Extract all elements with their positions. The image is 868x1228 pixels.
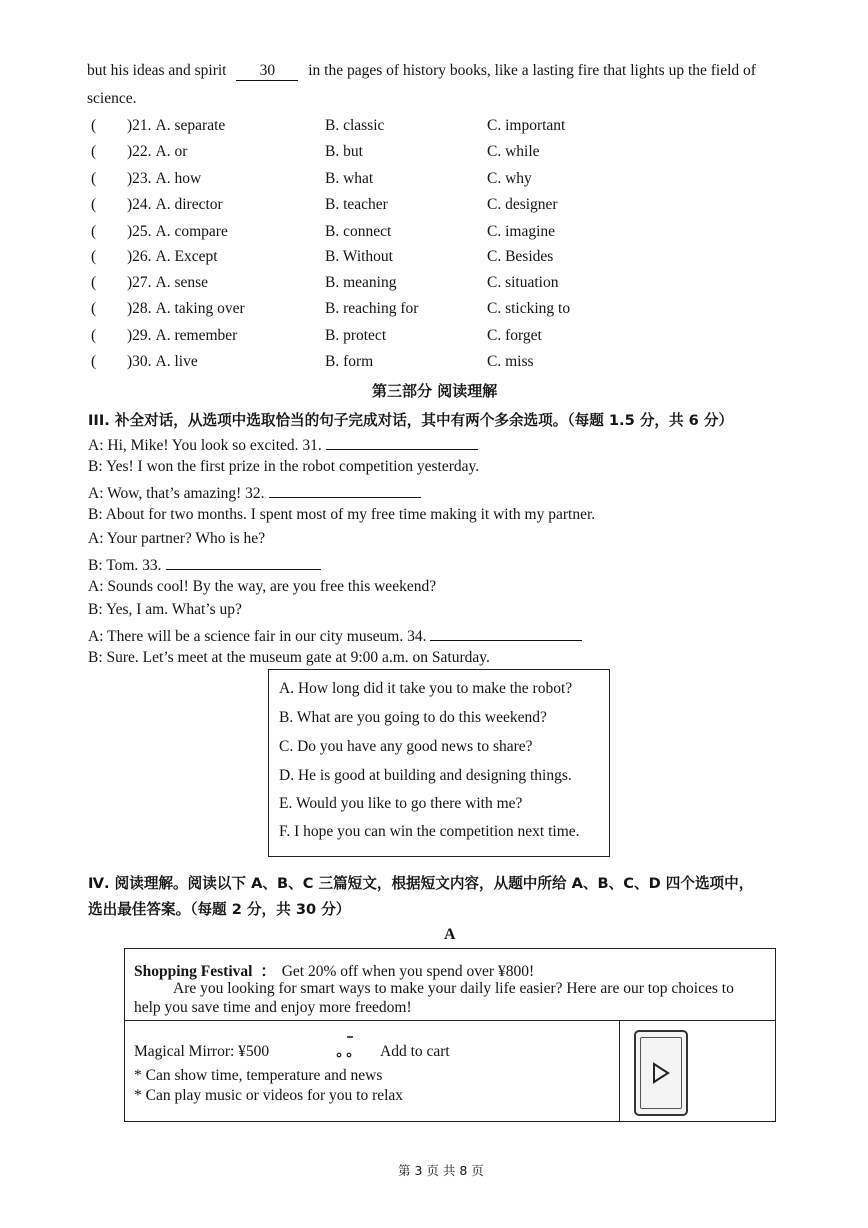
option-f: F. I hope you can win the competition next time. bbox=[279, 823, 580, 840]
dialogue-line bbox=[88, 649, 490, 667]
option-c-text: C. forget bbox=[487, 327, 542, 344]
ad-intro-line2: help you save time and enjoy more freedom! bbox=[134, 999, 412, 1016]
product-name: Magical Mirror: ¥500 bbox=[134, 1043, 270, 1060]
option-a-text: A. compare bbox=[155, 223, 228, 240]
answer-paren: ( bbox=[91, 170, 97, 187]
passage-label: A bbox=[444, 926, 456, 943]
answer-paren: ( bbox=[91, 117, 97, 134]
option-d: D. He is good at building and designing things. bbox=[279, 767, 572, 784]
option-e: E. Would you like to go there with me? bbox=[279, 795, 523, 812]
dialogue-text: A: There will be a science fair in our city museum. 34. bbox=[88, 628, 427, 645]
add-to-cart-button[interactable]: Add to cart bbox=[380, 1043, 450, 1060]
option-a-text: A. live bbox=[155, 353, 198, 370]
option-c-text: C. imagine bbox=[487, 223, 556, 240]
dialogue-line bbox=[88, 578, 436, 596]
section3-heading: III. 补全对话，从选项中选取恰当的句子完成对话，其中有两个多余选项。（每题 1.5 分，共 6 分） bbox=[88, 412, 734, 429]
festival-offer: Get 20% off when you spend over ¥800! bbox=[281, 963, 535, 980]
play-icon bbox=[650, 1061, 672, 1085]
question-item bbox=[127, 143, 187, 161]
question-item bbox=[127, 117, 225, 135]
question-item bbox=[127, 170, 201, 188]
ad-box bbox=[124, 948, 776, 1122]
dialogue-line bbox=[88, 482, 421, 503]
question-number: )22. bbox=[127, 143, 152, 160]
dialogue-text: B: About for two months. I spent most of my free time making it with my partner. bbox=[88, 506, 596, 523]
dialogue-line bbox=[88, 554, 321, 575]
option-b-text: B. Without bbox=[325, 248, 393, 265]
option-b-text: B. connect bbox=[325, 223, 392, 240]
cart-icon bbox=[333, 1035, 357, 1059]
answer-paren: ( bbox=[91, 196, 97, 213]
option-b-text: B. but bbox=[325, 143, 363, 160]
answer-blank[interactable] bbox=[430, 625, 582, 641]
question-item bbox=[127, 327, 237, 345]
dialogue-text: B: Sure. Let’s meet at the museum gate at 9:00 a.m. on Saturday. bbox=[88, 649, 490, 666]
option-a-text: A. taking over bbox=[155, 300, 245, 317]
dialogue-text: B: Yes, I am. What’s up? bbox=[88, 601, 242, 618]
answer-blank[interactable] bbox=[166, 554, 321, 570]
dialogue-text: B: Yes! I won the first prize in the robot competition yesterday. bbox=[88, 458, 480, 475]
answer-paren: ( bbox=[91, 300, 97, 317]
dialogue-line bbox=[88, 506, 595, 524]
option-c-text: C. why bbox=[487, 170, 532, 187]
option-a-text: A. or bbox=[155, 143, 188, 160]
question-number: )21. bbox=[127, 117, 152, 134]
option-a-text: A. remember bbox=[155, 327, 238, 344]
option-a-text: A. Except bbox=[155, 248, 218, 265]
passage-text-before-blank: but his ideas and spirit bbox=[87, 62, 227, 79]
answer-paren: ( bbox=[91, 274, 97, 291]
dialogue-text: A: Hi, Mike! You look so excited. 31. bbox=[88, 437, 322, 454]
ad-vertical-divider bbox=[619, 1021, 620, 1121]
ad-divider bbox=[125, 1020, 775, 1021]
part3-title: 第三部分 阅读理解 bbox=[372, 382, 498, 400]
question-item bbox=[127, 353, 198, 371]
answer-blank[interactable] bbox=[326, 434, 478, 450]
option-b-text: B. teacher bbox=[325, 196, 388, 213]
option-c-text: C. situation bbox=[487, 274, 559, 291]
question-item bbox=[127, 196, 223, 214]
option-a-text: A. how bbox=[155, 170, 202, 187]
question-item bbox=[127, 274, 208, 292]
dialogue-line bbox=[88, 458, 479, 476]
passage-line-1 bbox=[87, 62, 756, 81]
option-a-text: A. separate bbox=[155, 117, 226, 134]
question-number: )24. bbox=[127, 196, 152, 213]
festival-title: Shopping Festival bbox=[134, 963, 253, 980]
blank-30: 30 bbox=[236, 62, 298, 81]
passage-line-2: science. bbox=[87, 90, 137, 107]
option-b: B. What are you going to do this weekend? bbox=[279, 709, 547, 726]
dialogue-text: A: Sounds cool! By the way, are you free this weekend? bbox=[88, 578, 437, 595]
option-b-text: B. reaching for bbox=[325, 300, 419, 317]
option-a-text: A. director bbox=[155, 196, 223, 213]
festival-line bbox=[134, 959, 534, 981]
question-number: )30. bbox=[127, 353, 152, 370]
cart-icon-svg bbox=[333, 1035, 357, 1059]
dialogue-text: B: Tom. 33. bbox=[88, 557, 162, 574]
feature-2: * Can play music or videos for you to relax bbox=[134, 1087, 404, 1104]
option-b-text: B. form bbox=[325, 353, 374, 370]
dialogue-line bbox=[88, 625, 582, 646]
option-c-text: C. designer bbox=[487, 196, 558, 213]
option-b-text: B. protect bbox=[325, 327, 387, 344]
option-c-text: C. miss bbox=[487, 353, 534, 370]
feature-1: * Can show time, temperature and news bbox=[134, 1067, 383, 1084]
dialogue-text: A: Wow, that’s amazing! 32. bbox=[88, 485, 265, 502]
dialogue-text: A: Your partner? Who is he? bbox=[88, 530, 266, 547]
answer-paren: ( bbox=[91, 248, 97, 265]
answer-paren: ( bbox=[91, 143, 97, 160]
section4-heading-line1: Ⅳ. 阅读理解。阅读以下 A、B、C 三篇短文，根据短文内容，从题中所给 A、B、C、D 四个选项中， bbox=[88, 875, 754, 892]
question-item bbox=[127, 223, 228, 241]
question-number: )23. bbox=[127, 170, 152, 187]
dialogue-line bbox=[88, 601, 242, 619]
question-item bbox=[127, 248, 218, 266]
answer-paren: ( bbox=[91, 223, 97, 240]
option-b-text: B. classic bbox=[325, 117, 385, 134]
answer-paren: ( bbox=[91, 327, 97, 344]
options-box bbox=[268, 669, 610, 857]
passage-text-after-blank: in the pages of history books, like a lasting fire that lights up the field of bbox=[308, 62, 756, 79]
dialogue-line bbox=[88, 530, 265, 548]
option-c-text: C. important bbox=[487, 117, 566, 134]
question-number: )28. bbox=[127, 300, 152, 317]
option-c: C. Do you have any good news to share? bbox=[279, 738, 533, 755]
answer-paren: ( bbox=[91, 353, 97, 370]
option-c-text: C. while bbox=[487, 143, 540, 160]
section4-heading-line2: 选出最佳答案。（每题 2 分，共 30 分） bbox=[88, 901, 351, 918]
question-number: )26. bbox=[127, 248, 152, 265]
option-b-text: B. what bbox=[325, 170, 374, 187]
option-b-text: B. meaning bbox=[325, 274, 397, 291]
answer-blank[interactable] bbox=[269, 482, 421, 498]
option-c-text: C. sticking to bbox=[487, 300, 571, 317]
option-a-text: A. sense bbox=[155, 274, 209, 291]
ad-intro-line1: Are you looking for smart ways to make your daily life easier? Here are our top choices to bbox=[173, 980, 734, 997]
dialogue-line bbox=[88, 434, 478, 455]
festival-colon: ： bbox=[260, 963, 276, 980]
page-number: 第 3 页 共 8 页 bbox=[398, 1163, 484, 1178]
question-number: )27. bbox=[127, 274, 152, 291]
option-c-text: C. Besides bbox=[487, 248, 554, 265]
option-a: A. How long did it take you to make the robot? bbox=[279, 680, 573, 697]
question-number: )25. bbox=[127, 223, 152, 240]
mirror-device-image bbox=[634, 1030, 688, 1116]
question-item bbox=[127, 300, 245, 318]
question-number: )29. bbox=[127, 327, 152, 344]
